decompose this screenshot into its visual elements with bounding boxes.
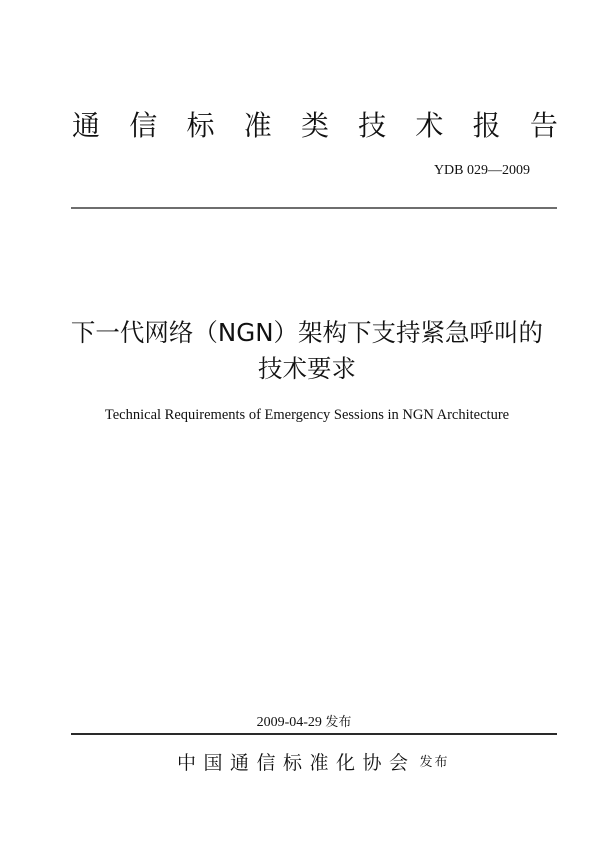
publisher-line (177, 750, 450, 776)
issue-date-line (0, 714, 600, 732)
report-type-char: 准 (243, 109, 272, 142)
report-type-char: 报 (472, 109, 501, 142)
report-type-char: 通 (72, 109, 101, 142)
report-type-char: 告 (529, 109, 558, 142)
document-title-cn-line2: 技术要求 (258, 354, 356, 383)
publisher-suffix: 发布 (419, 755, 450, 770)
issue-label: 发布 (325, 715, 352, 730)
report-type-char: 标 (186, 109, 215, 142)
publisher-name: 中国通信标准化协会 (177, 752, 416, 774)
report-type-char: 术 (415, 109, 444, 142)
document-title-en: Technical Requirements of Emergency Sessions in NGN Architecture (104, 407, 510, 423)
document-title-cn-line1: 下一代网络（NGN）架构下支持紧急呼叫的 (70, 318, 544, 347)
report-type-char: 类 (300, 109, 329, 142)
issue-date: 2009-04-29 (256, 715, 322, 730)
top-divider (71, 207, 557, 209)
report-type-char: 信 (129, 109, 158, 142)
report-type-char: 技 (358, 109, 387, 142)
standard-number: YDB 029—2009 (433, 163, 530, 178)
report-type-heading (72, 108, 558, 144)
bottom-divider (71, 733, 557, 735)
